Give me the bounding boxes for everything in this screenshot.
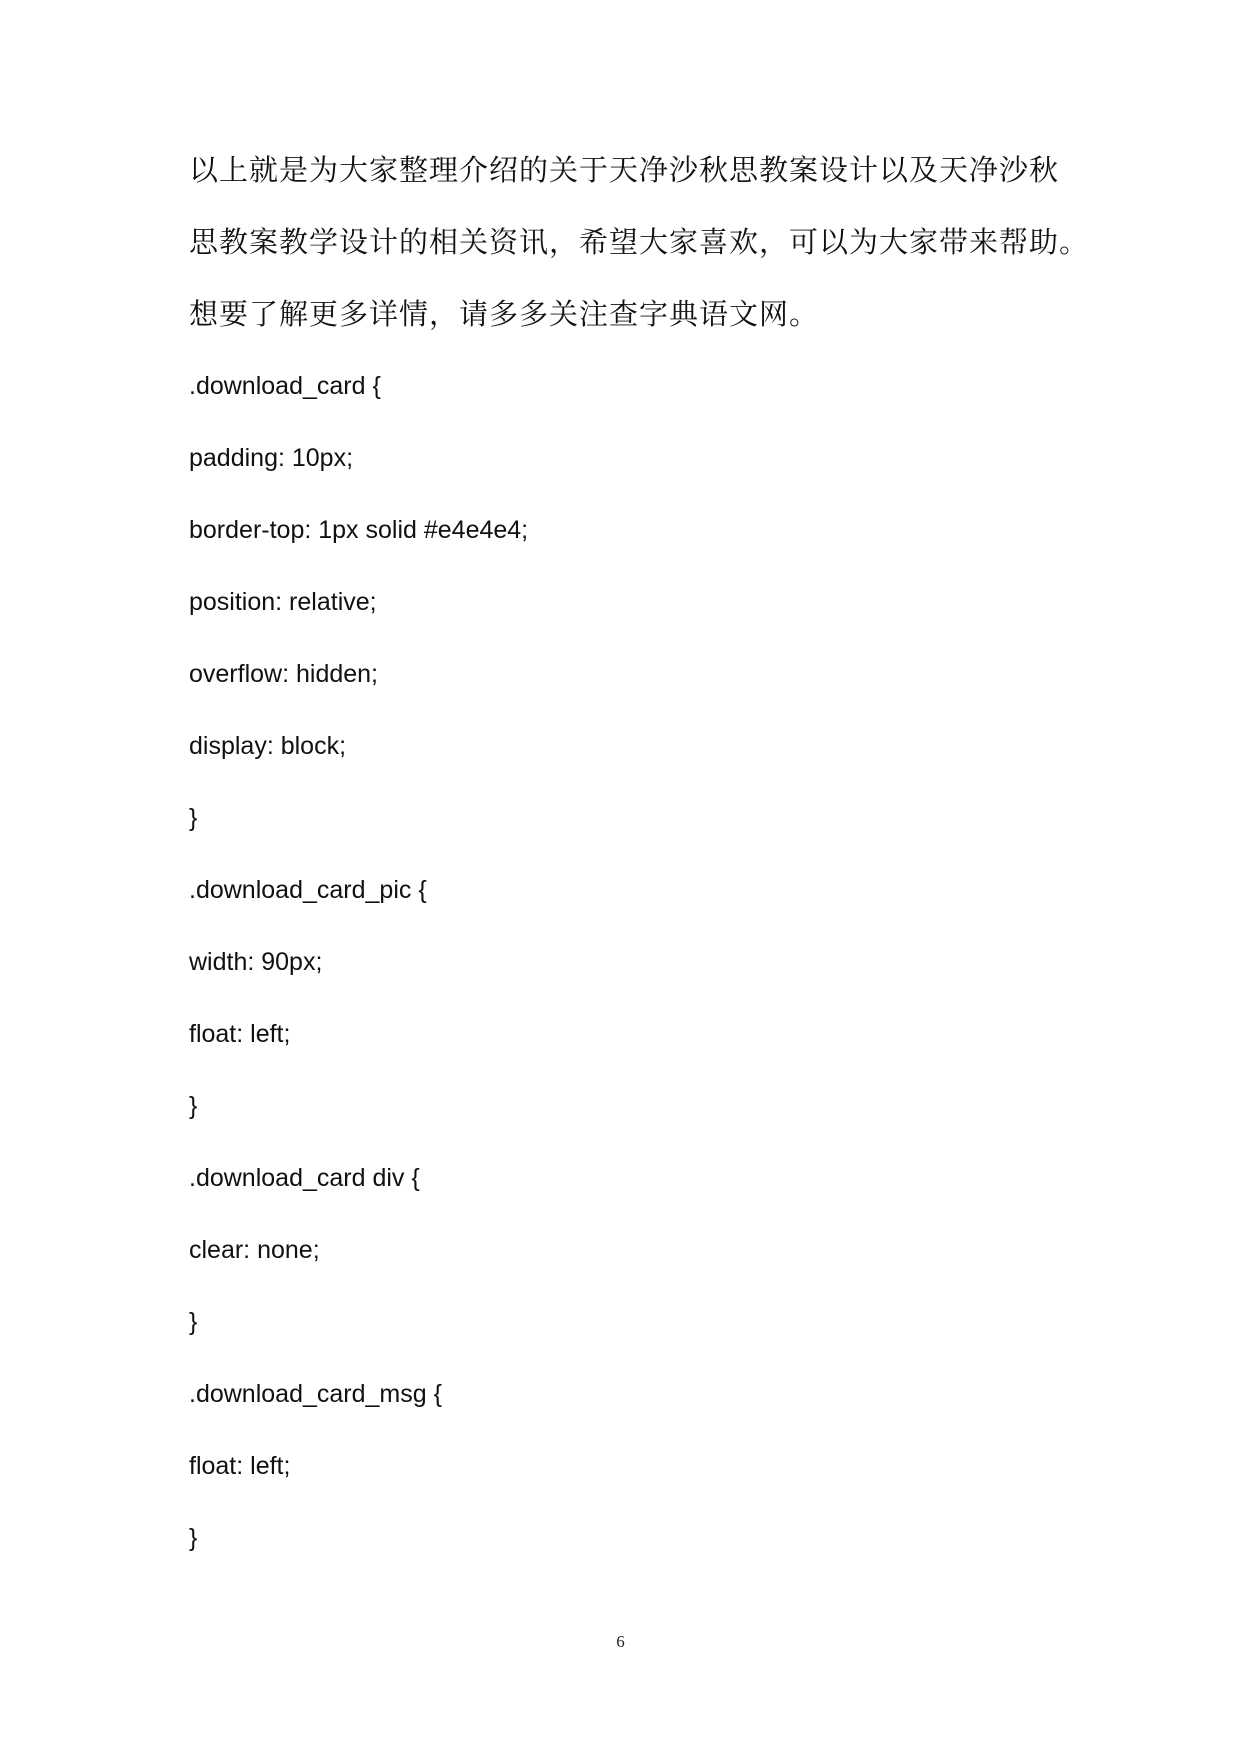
code-block bbox=[189, 360, 1089, 1584]
code-line: overflow: hidden; bbox=[189, 660, 379, 688]
code-line: float: left; bbox=[189, 1452, 291, 1480]
code-line: border-top: 1px solid #e4e4e4; bbox=[189, 516, 529, 544]
code-line: } bbox=[189, 1092, 198, 1120]
code-line: .download_card { bbox=[189, 372, 381, 400]
code-line: float: left; bbox=[189, 1020, 291, 1048]
paragraph-line: 思教案教学设计的相关资讯，希望大家喜欢，可以为大家带来帮助。 bbox=[189, 225, 1090, 259]
paragraph-line: 想要了解更多详情，请多多关注查字典语文网。 bbox=[189, 297, 820, 331]
code-line: clear: none; bbox=[189, 1236, 320, 1264]
code-line: .download_card div { bbox=[189, 1164, 420, 1192]
code-line: display: block; bbox=[189, 732, 347, 760]
code-line: } bbox=[189, 804, 198, 832]
code-line: position: relative; bbox=[189, 588, 377, 616]
code-line: width: 90px; bbox=[189, 948, 323, 976]
code-line: .download_card_msg { bbox=[189, 1380, 442, 1408]
code-line: padding: 10px; bbox=[189, 444, 354, 472]
paragraph-line: 以上就是为大家整理介绍的关于天净沙秋思教案设计以及天净沙秋 bbox=[189, 153, 1060, 187]
code-line: } bbox=[189, 1524, 198, 1552]
page-content bbox=[189, 144, 1089, 1584]
code-line: } bbox=[189, 1308, 198, 1336]
page-number: 6 bbox=[616, 1632, 625, 1651]
code-line: .download_card_pic { bbox=[189, 876, 427, 904]
paragraph bbox=[189, 144, 1089, 360]
